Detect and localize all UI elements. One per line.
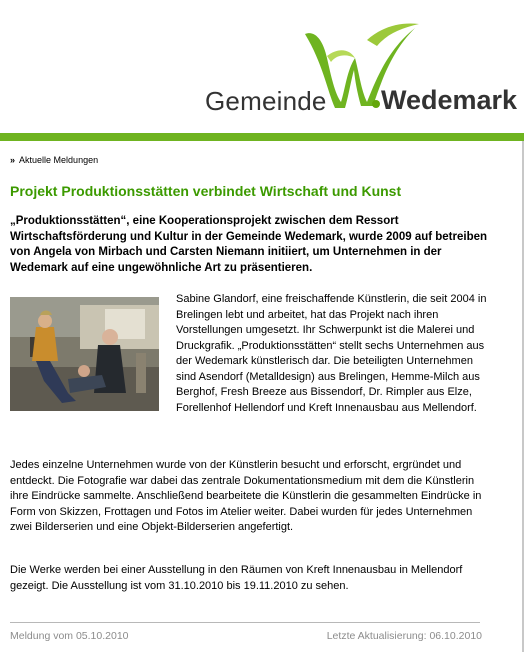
- logo-dot: [372, 100, 380, 108]
- breadcrumb-separator: »: [10, 155, 16, 165]
- site-header: [0, 0, 524, 138]
- article-paragraph-1-text: Sabine Glandorf, eine freischaffende Künstlerin, die seit 2004 in Brelingen lebt und arbeitet, hat das Projekt nach ihren Vorstellungen umgesetzt. Ihr Schwerpunkt ist die Malerei und Druckgrafik. „Produktionsstätten“ stellt sechs Unternehmen aus der Wedemark künstlerisch dar. Die beteiligten Unternehmen sind Asendorf (Metalldesign) aus Brelingen, Hemme-Milch aus Berghof, Fresh Breeze aus Bissendorf, Dr. Rimpler aus Elze, Forellenhof Hellendorf und Kreft Innenausbau aus Mellendorf.: [176, 293, 487, 414]
- article-paragraph-2: Jedes einzelne Unternehmen wurde von der Künstlerin besucht und erforscht, ergründet und entdeckt. Die Fotografie war dabei das zentrale Dokumentationsmedium mit dem die Künstlerin ihre Eindrücke sammelte. Anschließend bearbeitete die Künstlerin die gesammelten Eindrücke in Form von Skizzen, Frottagen und Fotos im Atelier weiter. Dabei wurden für jedes Unternehmen zwei Bilderserien und eine Objekt-Bilderserien angefertigt.: [10, 459, 482, 533]
- logo-text-wedemark: Wedemark: [381, 85, 518, 115]
- article-lead: „Produktionsstätten“, eine Kooperationsprojekt zwischen dem Ressort Wirtschaftsförderung und Kultur in der Gemeinde Wedemark, wurde 2009 auf betreiben von Angela von Mirbach und Carsten Niemann initiiert, um Unternehmen in der Wedemark auf eine ungewöhnliche Art zu präsentieren.: [10, 215, 488, 274]
- header-divider-bar: [0, 133, 524, 141]
- published-date: Meldung vom 05.10.2010: [10, 630, 129, 642]
- logo-text-gemeinde: Gemeinde: [205, 86, 327, 116]
- article-paragraph-1: [10, 292, 488, 418]
- breadcrumb-link-aktuelle-meldungen[interactable]: Aktuelle Meldungen: [19, 155, 99, 165]
- last-updated-date: Letzte Aktualisierung: 06.10.2010: [326, 630, 482, 642]
- article-paragraph-3: Die Werke werden bei einer Ausstellung in den Räumen von Kreft Innenausbau in Mellendorf gezeigt. Die Ausstellung ist vom 31.10.2010 bis 19.11.2010 zu sehen.: [10, 564, 463, 592]
- breadcrumb: [10, 155, 98, 165]
- footer-divider: [10, 622, 480, 623]
- site-logo[interactable]: [205, 20, 518, 120]
- photo-text-wrap-spacer: [10, 292, 176, 418]
- article-title: Projekt Produktionsstätten verbindet Wirtschaft und Kunst: [10, 183, 402, 199]
